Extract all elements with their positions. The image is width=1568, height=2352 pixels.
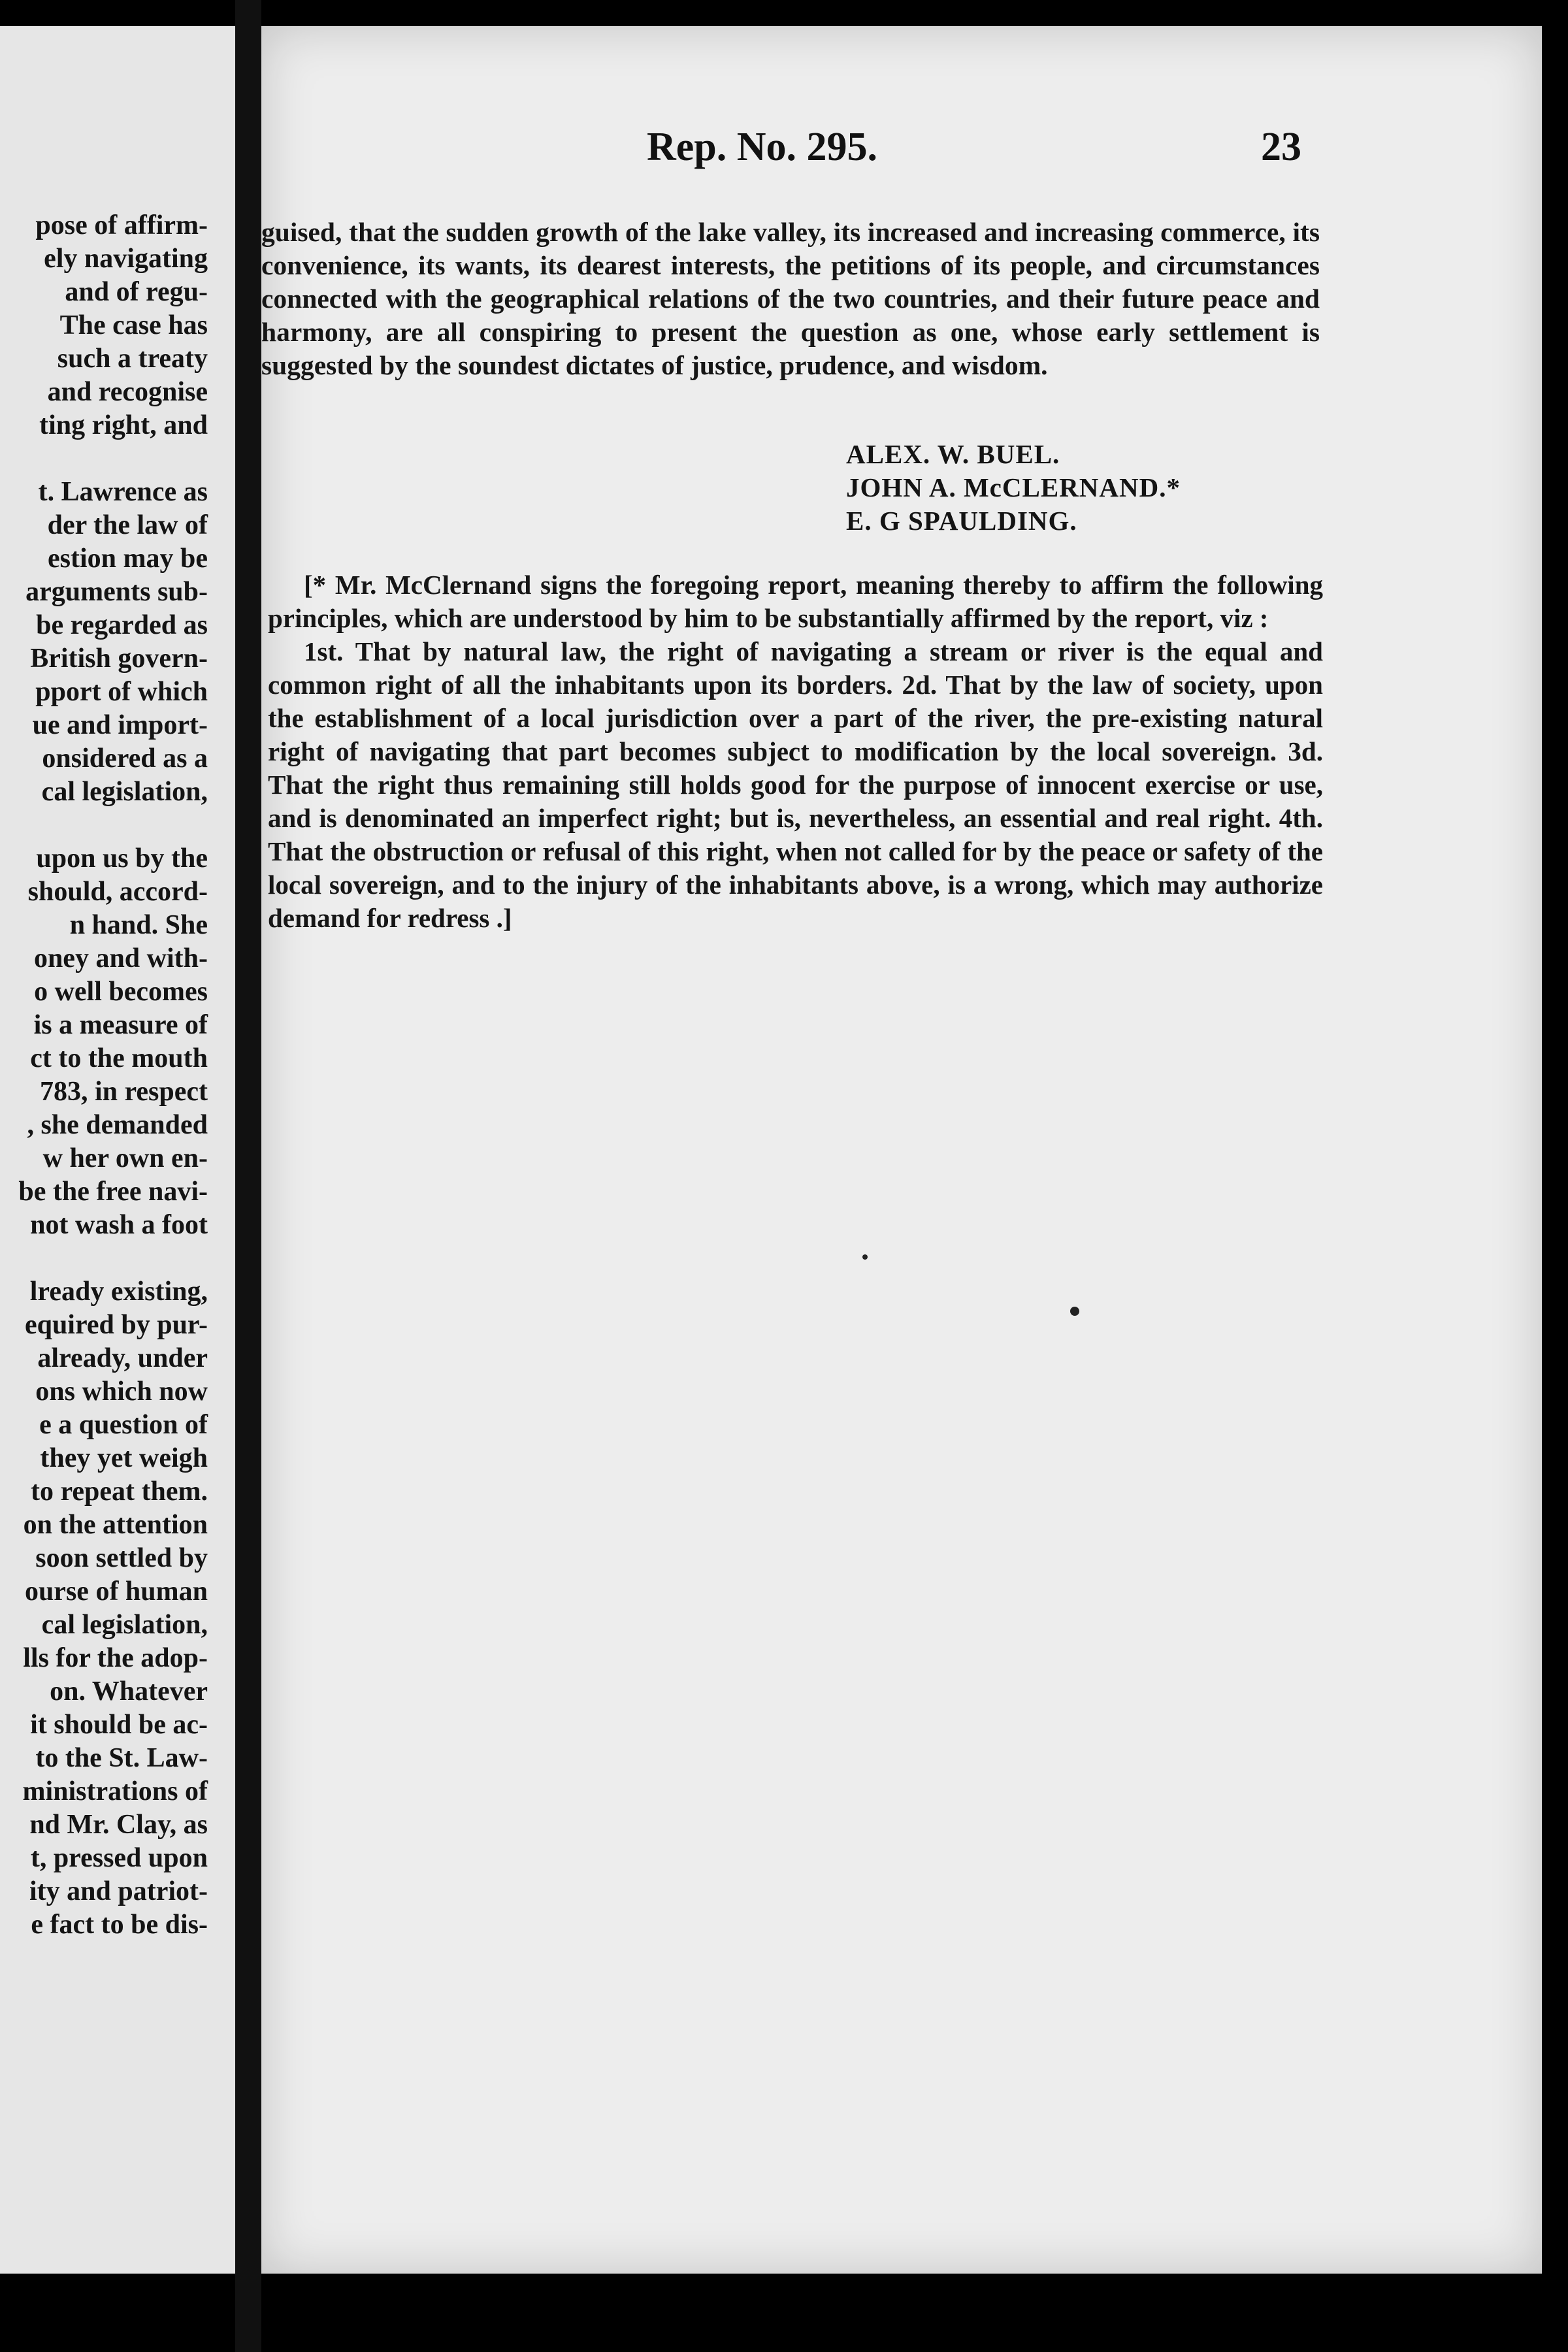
left-page-line: to the St. Law- xyxy=(35,1743,208,1773)
left-page-line: e fact to be dis- xyxy=(31,1910,208,1940)
left-page-line: oney and with- xyxy=(33,943,208,973)
left-page-line: ministrations of xyxy=(22,1776,208,1806)
left-facing-page xyxy=(0,26,235,2274)
left-page-line: be regarded as xyxy=(36,610,208,640)
left-page-line: it should be ac- xyxy=(30,1710,208,1740)
left-page-line: be the free navi- xyxy=(18,1177,208,1207)
left-page-line: lready existing, xyxy=(29,1277,208,1307)
ink-speck xyxy=(1070,1307,1079,1316)
left-page-line: they yet weigh xyxy=(40,1443,208,1473)
mcclernand-note xyxy=(268,568,1323,935)
left-page-line: estion may be xyxy=(48,544,208,574)
signature-block xyxy=(846,438,1181,538)
left-page-line: w her own en- xyxy=(42,1143,208,1173)
left-page-line: already, under xyxy=(37,1343,208,1373)
left-page-line: ct to the mouth xyxy=(30,1043,208,1073)
left-page-line: cal legislation, xyxy=(41,1610,208,1640)
left-page-line: arguments sub- xyxy=(25,577,208,607)
ink-speck xyxy=(862,1254,868,1260)
left-page-line: pport of which xyxy=(35,677,208,707)
left-page-line: on the attention xyxy=(23,1510,208,1540)
page-header xyxy=(261,124,1542,176)
left-page-line: t. Lawrence as xyxy=(38,477,208,507)
left-page-line: British govern- xyxy=(30,644,208,674)
left-page-line: ely navigating xyxy=(44,244,208,274)
left-page-line: e a question of xyxy=(39,1410,208,1440)
left-page-line: ting right, and xyxy=(39,410,208,440)
left-page-line: equired by pur- xyxy=(24,1310,208,1340)
note-principles: 1st. That by natural law, the right of navigating a stream or river is the equal and common right of all the inhabitants upon its borders. 2d. That by the law of society, upon the establishment of a local jurisdiction over a part of the river, the pre-existing natural right of navigating that part becomes subject to modification by the local sovereign. 3d. That the right thus remaining still holds good for the purpose of innocent exercise or use, and is denominated an imperfect right; but is, nevertheless, an essential and real right. 4th. That the obstruction or refusal of this right, when not called for by the peace or safety of the local sovereign, and to the injury of the inhabitants above, is a wrong, which may authorize demand for redress .] xyxy=(268,636,1323,933)
left-page-line: soon settled by xyxy=(35,1543,208,1573)
left-page-line: onsidered as a xyxy=(42,743,208,774)
left-page-line: t, pressed upon xyxy=(30,1843,208,1873)
left-page-line: The case has xyxy=(59,310,208,340)
left-page-line: upon us by the xyxy=(36,843,208,874)
left-page-line: ue and import- xyxy=(32,710,208,740)
left-page-line: not wash a foot xyxy=(30,1210,208,1240)
left-page-line: is a measure of xyxy=(33,1010,208,1040)
left-page-line: lls for the adop- xyxy=(23,1643,208,1673)
left-page-line: to repeat them. xyxy=(31,1477,208,1507)
left-page-line xyxy=(0,809,208,842)
running-head: Rep. No. 295. xyxy=(647,125,878,169)
binding-gutter xyxy=(235,0,261,2352)
left-page-line: ons which now xyxy=(35,1377,208,1407)
signature-mcclernand: JOHN A. McCLERNAND.* xyxy=(846,472,1181,502)
left-page-line xyxy=(0,442,208,476)
right-page xyxy=(261,26,1542,2274)
report-paragraph: guised, that the sudden growth of the lake valley, its increased and increasing commerce, its convenience, its wants, its dearest interests, the petitions of its people, and circumstances connected with the geographical relations of the two countries, and their future peace and harmony, are all conspiring to present the question as one, whose early settlement is suggested by the soundest dictates of justice, prudence, and wisdom. xyxy=(261,217,1320,380)
left-page-line: cal legislation, xyxy=(41,777,208,807)
page-number: 23 xyxy=(1261,125,1301,169)
left-page-line: o well becomes xyxy=(34,977,208,1007)
left-page-line: on. Whatever xyxy=(50,1676,208,1707)
left-page-line: and of regu- xyxy=(65,277,208,307)
left-page-line: 783, in respect xyxy=(39,1077,208,1107)
left-page-line: pose of affirm- xyxy=(35,210,208,240)
left-page-line: and recognise xyxy=(47,377,208,407)
left-page-line: n hand. She xyxy=(69,910,208,940)
left-page-text-column xyxy=(0,209,208,1942)
note-intro: [* Mr. McClernand signs the foregoing report, meaning thereby to affirm the following principles, which are understood by him to be substantially affirmed by the report, viz : xyxy=(268,570,1323,633)
left-page-line: should, accord- xyxy=(27,877,208,907)
left-page-line: such a treaty xyxy=(57,344,208,374)
signature-spaulding: E. G SPAULDING. xyxy=(846,506,1077,536)
left-page-line: ity and patriot- xyxy=(29,1876,208,1906)
left-page-line: , she demanded xyxy=(27,1110,208,1140)
left-page-line: nd Mr. Clay, as xyxy=(29,1810,208,1840)
left-page-line: ourse of human xyxy=(24,1576,208,1607)
left-page-line xyxy=(0,1242,208,1275)
signature-buel: ALEX. W. BUEL. xyxy=(846,439,1060,469)
left-page-line: der the law of xyxy=(47,510,208,540)
